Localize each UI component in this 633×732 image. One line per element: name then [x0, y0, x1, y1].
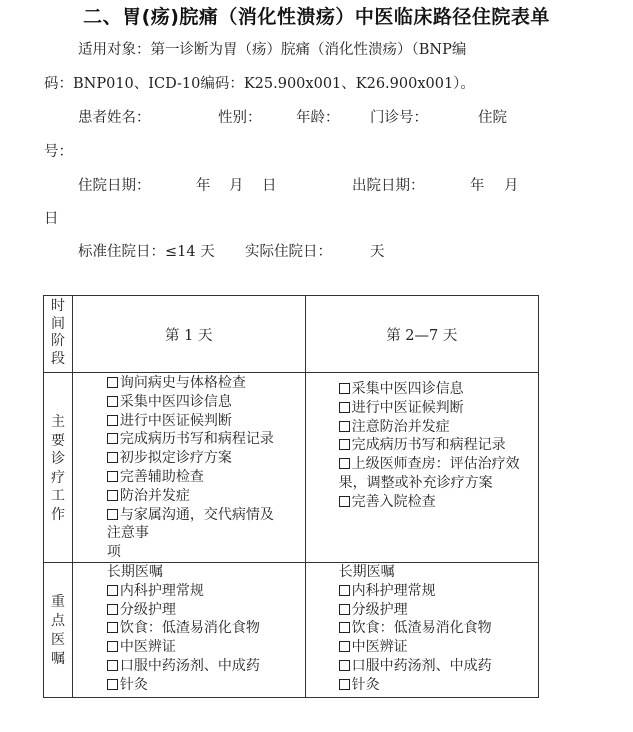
- gender-label: 性别：: [218, 110, 262, 126]
- admit-date-label: 住院日期：: [78, 178, 151, 194]
- actual-stay-unit: 天: [370, 244, 385, 260]
- checkbox-icon[interactable]: [339, 641, 350, 652]
- list-item: 中医辨证: [339, 638, 538, 657]
- checkbox-icon[interactable]: [107, 679, 118, 690]
- list-item: 完成病历书写和病程记录: [339, 436, 534, 455]
- inpatient-no-label-part2: 号：: [44, 144, 73, 160]
- standard-stay: 标准住院日：≤14 天: [78, 244, 215, 260]
- checkbox-icon[interactable]: [107, 415, 118, 426]
- checkbox-icon[interactable]: [339, 458, 350, 469]
- outpatient-no-label: 门诊号：: [370, 110, 428, 126]
- orders-day2-7-list: [306, 563, 538, 695]
- checkbox-icon[interactable]: [339, 622, 350, 633]
- list-item: 饮食：低渣易消化食物: [107, 619, 305, 638]
- page-title: 二、胃(疡)脘痛（消化性溃疡）中医临床路径住院表单: [83, 6, 550, 28]
- main-work-row: [44, 373, 539, 563]
- checkbox-icon[interactable]: [339, 421, 350, 432]
- main-work-day2-7-list: [306, 373, 538, 512]
- orders-head: 长期医嘱: [106, 564, 163, 580]
- checkbox-icon[interactable]: [107, 433, 118, 444]
- header-row: [44, 296, 539, 373]
- list-item: 分级护理: [339, 601, 538, 620]
- orders-day1-cell: [72, 563, 305, 698]
- day1-header-cell: [72, 296, 305, 373]
- admit-year: 年: [196, 178, 211, 194]
- list-item: 完善入院检查: [339, 493, 534, 512]
- list-item: 上级医师查房：评估治疗效果，调整或补充诊疗方案: [338, 456, 520, 491]
- checkbox-icon[interactable]: [339, 660, 350, 671]
- applicable-line-1: 适用对象：第一诊断为胃（疡）脘痛（消化性溃疡）（BNP编: [78, 42, 467, 58]
- list-item: 内科护理常规: [339, 582, 538, 601]
- orders-row: [44, 563, 539, 698]
- list-item: 口服中药汤剂、中成药: [107, 657, 305, 676]
- list-item: 初步拟定诊疗方案: [107, 449, 305, 468]
- orders-label-cell: [44, 563, 73, 698]
- admit-day: 日: [262, 178, 277, 194]
- orders-label: 重点医嘱: [50, 594, 65, 667]
- age-label: 年龄：: [296, 110, 340, 126]
- list-item: 饮食：低渣易消化食物: [339, 619, 538, 638]
- orders-head: 长期医嘱: [338, 564, 395, 580]
- inpatient-no-label-part1: 住院: [478, 110, 507, 126]
- list-item: 进行中医证候判断: [339, 399, 534, 418]
- list-item: 询问病史与体格检查: [107, 374, 305, 393]
- checkbox-icon[interactable]: [339, 679, 350, 690]
- list-item: 注意防治并发症: [339, 418, 534, 437]
- list-item: 采集中医四诊信息: [339, 380, 534, 399]
- checkbox-icon[interactable]: [339, 402, 350, 413]
- list-item: 针灸: [339, 676, 538, 695]
- checkbox-icon[interactable]: [107, 622, 118, 633]
- list-item: 进行中医证候判断: [107, 412, 305, 431]
- checkbox-icon[interactable]: [339, 585, 350, 596]
- list-item: 采集中医四诊信息: [107, 393, 305, 412]
- discharge-day: 日: [44, 211, 59, 227]
- checkbox-icon[interactable]: [107, 509, 118, 520]
- checkbox-icon[interactable]: [107, 660, 118, 671]
- main-work-day2-7-cell: [305, 373, 538, 563]
- checkbox-icon[interactable]: [107, 396, 118, 407]
- list-item: 完成病历书写和病程记录: [107, 430, 305, 449]
- list-item: 针灸: [107, 676, 305, 695]
- checkbox-icon[interactable]: [339, 604, 350, 615]
- list-item: 与家属沟通，交代病情及: [107, 506, 305, 525]
- orders-day2-7-cell: [305, 563, 538, 698]
- checkbox-icon[interactable]: [107, 641, 118, 652]
- pathway-table: [43, 295, 539, 698]
- main-work-day1-list: [73, 373, 305, 562]
- checkbox-icon[interactable]: [107, 585, 118, 596]
- checkbox-icon[interactable]: [107, 471, 118, 482]
- discharge-year: 年: [470, 178, 485, 194]
- day1-header-label: 第 1 天: [165, 327, 213, 344]
- day2-7-header-label: 第 2—7 天: [386, 327, 458, 344]
- orders-day1-list: [73, 563, 305, 695]
- actual-stay-label: 实际住院日：: [245, 244, 332, 260]
- stage-header-label: 时间阶段: [50, 298, 65, 367]
- list-item: 完善辅助检查: [107, 468, 305, 487]
- list-item: 内科护理常规: [107, 582, 305, 601]
- discharge-month: 月: [504, 178, 519, 194]
- list-item-continuation: 注意事: [106, 525, 149, 542]
- list-item: 分级护理: [107, 601, 305, 620]
- list-item: 防治并发症: [107, 487, 305, 506]
- admit-month: 月: [229, 178, 244, 194]
- day2-7-header-cell: [305, 296, 538, 373]
- list-item: 中医辨证: [107, 638, 305, 657]
- checkbox-icon[interactable]: [339, 383, 350, 394]
- checkbox-icon[interactable]: [339, 439, 350, 450]
- applicable-line-2: 码：BNP010、ICD-10编码：K25.900x001、K26.900x001）。: [44, 76, 475, 92]
- main-work-label-cell: [44, 373, 73, 563]
- checkbox-icon[interactable]: [107, 604, 118, 615]
- checkbox-icon[interactable]: [107, 452, 118, 463]
- list-item-continuation: 项: [106, 544, 121, 561]
- list-item: 口服中药汤剂、中成药: [339, 657, 538, 676]
- stage-header-cell: [44, 296, 73, 373]
- checkbox-icon[interactable]: [339, 496, 350, 507]
- checkbox-icon[interactable]: [107, 490, 118, 501]
- main-work-day1-cell: [72, 373, 305, 563]
- checkbox-icon[interactable]: [107, 377, 118, 388]
- discharge-date-label: 出院日期：: [352, 178, 425, 194]
- main-work-label: 主要诊疗工作: [50, 414, 65, 523]
- patient-name-label: 患者姓名：: [78, 110, 151, 126]
